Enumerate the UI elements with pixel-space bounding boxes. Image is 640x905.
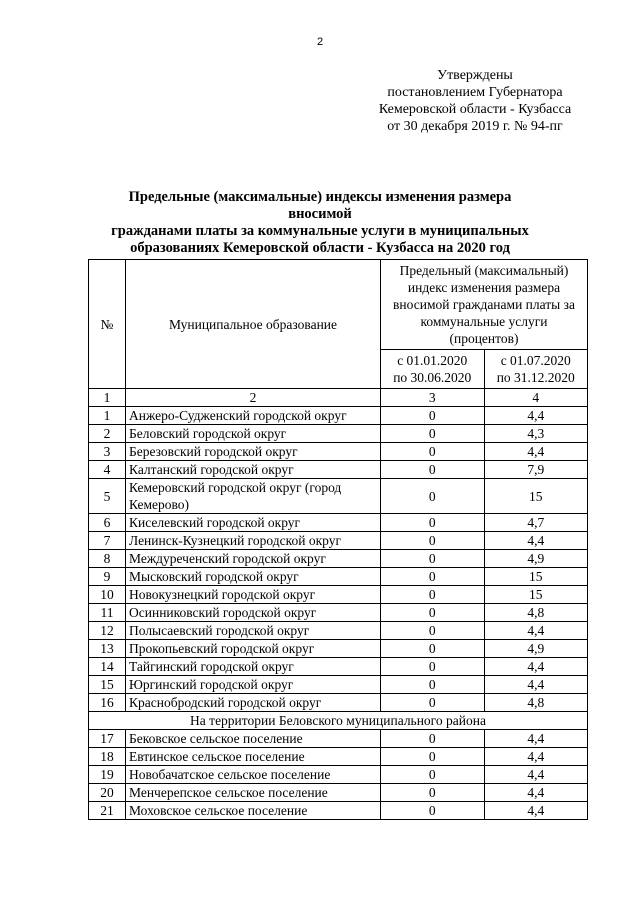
column-index: 4 [484,389,588,407]
table-row [89,479,588,514]
row-number: 16 [89,694,126,712]
table-row [89,550,588,568]
row-value-h1: 0 [381,622,485,640]
title-line: Предельные (максимальные) индексы изменения размера вносимой [128,189,512,222]
row-value-h2: 4,4 [484,532,588,550]
row-value-h2: 4,4 [484,658,588,676]
title-line: образованиях Кемеровской области - Кузбасса на 2020 год [130,240,510,256]
approval-line: от 30 декабря 2019 г. № 94-пг [387,119,563,134]
row-value-h1: 0 [381,443,485,461]
row-value-h2: 4,4 [484,784,588,802]
row-value-h1: 0 [381,694,485,712]
header-index-line: (процентов) [449,331,519,346]
row-value-h2: 15 [484,586,588,604]
row-municipality: Прокопьевский городской округ [126,640,381,658]
row-municipality: Моховское сельское поселение [126,802,381,820]
row-value-h1: 0 [381,461,485,479]
row-municipality: Мысковский городской округ [126,568,381,586]
row-number: 4 [89,461,126,479]
header-period-1 [381,350,485,389]
header-municipality: Муниципальное образование [126,260,381,389]
row-value-h1: 0 [381,407,485,425]
table-row [89,730,588,748]
row-number: 2 [89,425,126,443]
row-municipality: Евтинское сельское поселение [126,748,381,766]
table-row [89,443,588,461]
row-value-h1: 0 [381,658,485,676]
row-value-h2: 4,7 [484,514,588,532]
row-municipality: Бековское сельское поселение [126,730,381,748]
table-row [89,640,588,658]
row-municipality: Киселевский городской округ [126,514,381,532]
row-number: 17 [89,730,126,748]
row-value-h2: 4,4 [484,802,588,820]
section-heading: На территории Беловского муниципального района [89,712,588,730]
table-row [89,622,588,640]
column-index: 1 [89,389,126,407]
row-value-h1: 0 [381,766,485,784]
row-value-h2: 7,9 [484,461,588,479]
row-value-h2: 4,4 [484,766,588,784]
row-municipality: Новокузнецкий городской округ [126,586,381,604]
row-number: 1 [89,407,126,425]
table-row [89,568,588,586]
row-value-h2: 4,4 [484,676,588,694]
row-municipality: Новобачатское сельское поселение [126,766,381,784]
header-index-line: индекс изменения размера [407,280,561,295]
row-municipality: Междуреченский городской округ [126,550,381,568]
header-num: № [89,260,126,389]
table-row [89,802,588,820]
row-municipality: Ленинск-Кузнецкий городской округ [126,532,381,550]
approval-line: Кемеровской области - Кузбасса [378,102,572,117]
row-number: 19 [89,766,126,784]
row-number: 20 [89,784,126,802]
row-number: 7 [89,532,126,550]
row-value-h1: 0 [381,748,485,766]
row-number: 13 [89,640,126,658]
row-municipality: Беловский городской округ [126,425,381,443]
row-value-h1: 0 [381,784,485,802]
row-value-h1: 0 [381,586,485,604]
period-line: по 30.06.2020 [393,370,472,385]
row-municipality: Калтанский городской округ [126,461,381,479]
row-value-h1: 0 [381,532,485,550]
table-row [89,694,588,712]
table-row [89,461,588,479]
row-value-h1: 0 [381,676,485,694]
table-row [89,676,588,694]
table-row [89,748,588,766]
row-number: 3 [89,443,126,461]
table-row [89,532,588,550]
approval-line: Утверждены [437,68,513,83]
row-number: 12 [89,622,126,640]
row-municipality: Березовский городской округ [126,443,381,461]
period-line: по 31.12.2020 [496,370,575,385]
section-row [89,712,588,730]
row-number: 6 [89,514,126,532]
row-number: 15 [89,676,126,694]
table-row [89,586,588,604]
row-value-h2: 4,9 [484,640,588,658]
row-value-h2: 4,4 [484,748,588,766]
table-row [89,604,588,622]
table-row [89,407,588,425]
row-number: 14 [89,658,126,676]
row-value-h2: 15 [484,479,588,514]
row-value-h2: 4,4 [484,407,588,425]
row-value-h1: 0 [381,640,485,658]
row-number: 11 [89,604,126,622]
row-value-h2: 4,4 [484,622,588,640]
row-value-h2: 15 [484,568,588,586]
row-value-h1: 0 [381,425,485,443]
table-header-row [89,260,588,350]
row-municipality: Юргинский городской округ [126,676,381,694]
row-value-h1: 0 [381,550,485,568]
row-value-h1: 0 [381,568,485,586]
row-value-h2: 4,9 [484,550,588,568]
page-number: 2 [316,36,324,48]
row-value-h2: 4,4 [484,730,588,748]
row-value-h1: 0 [381,802,485,820]
row-municipality: Краснобродский городской округ [126,694,381,712]
row-municipality: Полысаевский городской округ [126,622,381,640]
column-index: 2 [126,389,381,407]
row-municipality: Кемеровский городской округ (город Кемерово) [126,479,381,514]
column-index: 3 [381,389,485,407]
period-line: с 01.07.2020 [500,353,571,368]
row-value-h2: 4,8 [484,604,588,622]
approval-line: постановлением Губернатора [387,85,563,100]
row-number: 21 [89,802,126,820]
approval-block [360,67,590,135]
table-row [89,425,588,443]
title-line: гражданами платы за коммунальные услуги в муниципальных [111,223,529,239]
row-municipality: Менчерепское сельское поселение [126,784,381,802]
row-value-h2: 4,4 [484,443,588,461]
row-number: 5 [89,479,126,514]
row-municipality: Тайгинский городской округ [126,658,381,676]
row-value-h1: 0 [381,479,485,514]
indices-table [88,259,588,820]
row-number: 9 [89,568,126,586]
row-number: 10 [89,586,126,604]
table-row [89,514,588,532]
column-index-row [89,389,588,407]
header-index-line: Предельный (максимальный) [399,263,569,278]
table-row [89,658,588,676]
row-value-h2: 4,8 [484,694,588,712]
row-value-h1: 0 [381,730,485,748]
document-title [100,189,540,257]
header-index-line: коммунальные услуги [420,314,548,329]
row-value-h1: 0 [381,514,485,532]
row-number: 8 [89,550,126,568]
row-number: 18 [89,748,126,766]
row-municipality: Анжеро-Судженский городской округ [126,407,381,425]
row-value-h2: 4,3 [484,425,588,443]
period-line: с 01.01.2020 [397,353,468,368]
header-period-2 [484,350,588,389]
header-index [381,260,588,350]
row-value-h1: 0 [381,604,485,622]
table-row [89,766,588,784]
row-municipality: Осинниковский городской округ [126,604,381,622]
table-row [89,784,588,802]
header-index-line: вносимой гражданами платы за [393,297,575,312]
